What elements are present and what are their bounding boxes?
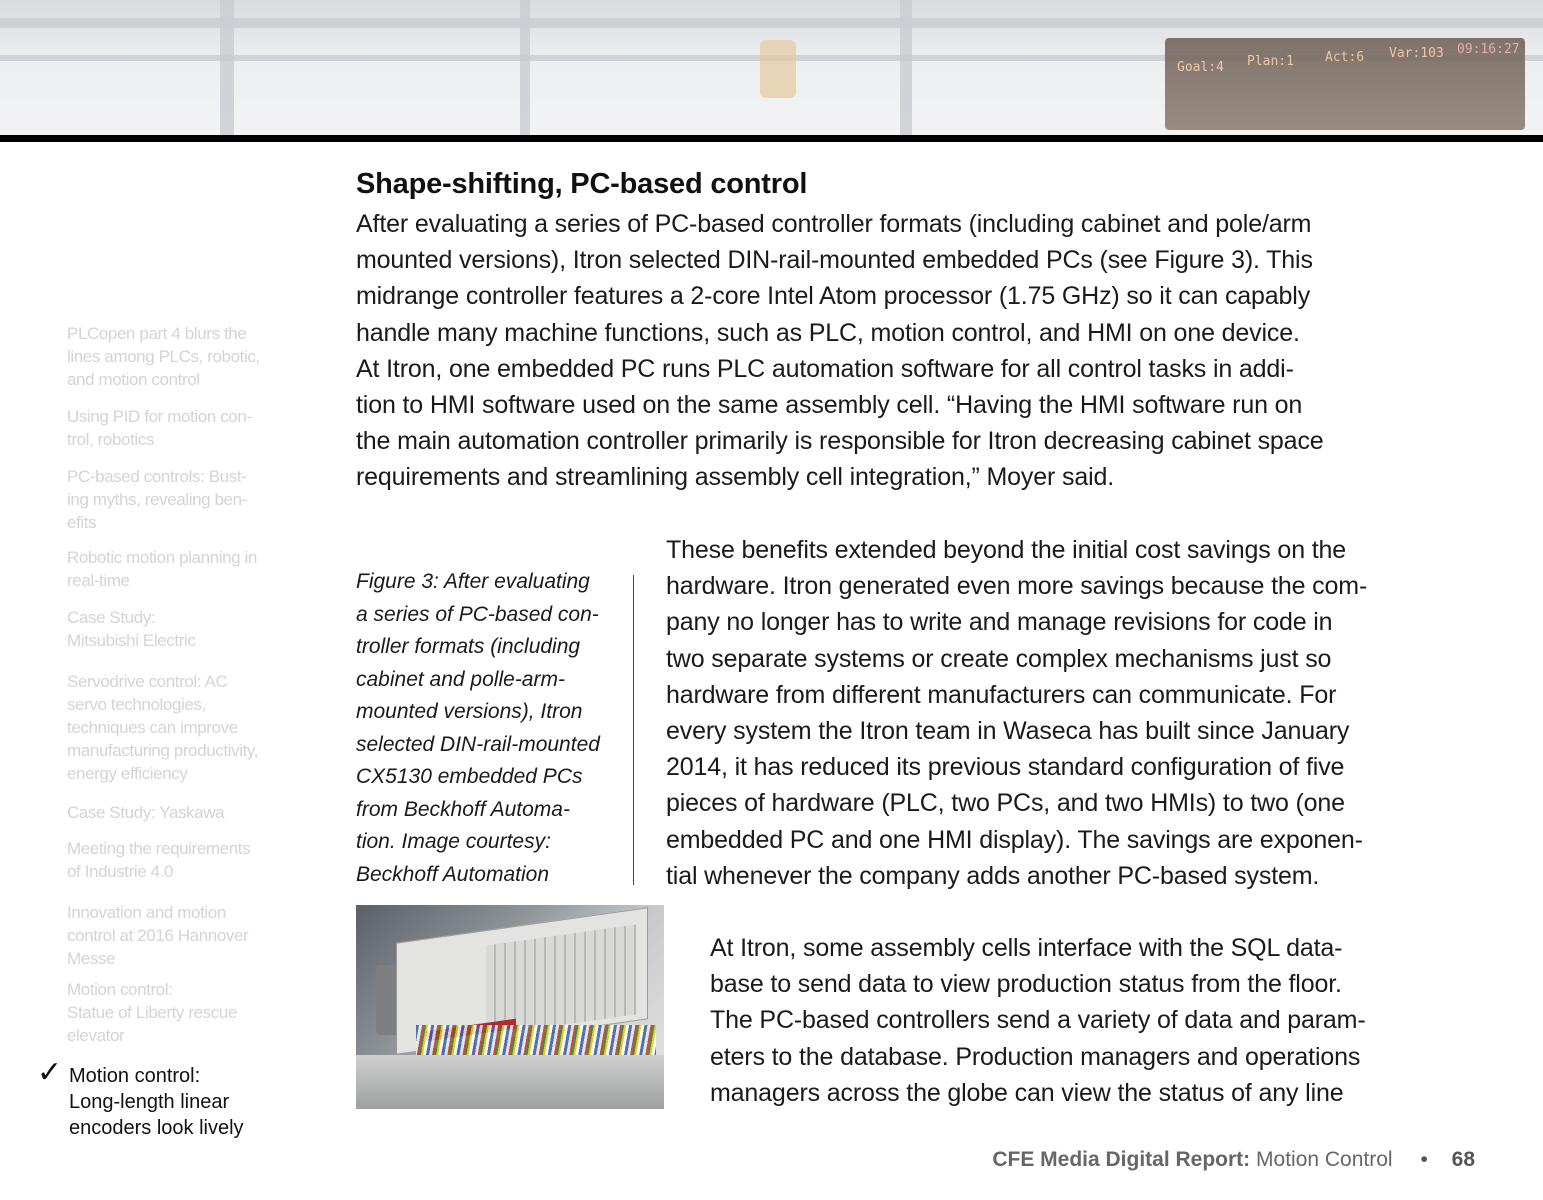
display-var: Var:103 bbox=[1389, 46, 1444, 61]
toc-item-yaskawa[interactable]: Case Study: Yaskawa bbox=[67, 803, 225, 822]
toc-item-plcopen[interactable]: PLCopen part 4 blurs the lines among PLCs, robotic, and motion control bbox=[67, 324, 260, 389]
display-clock: 09:16:27 bbox=[1457, 42, 1520, 57]
display-act: Act:6 bbox=[1325, 50, 1365, 65]
ceiling-beam bbox=[520, 0, 530, 135]
figure-3-photo bbox=[356, 905, 664, 1109]
overhead-lamp bbox=[760, 40, 796, 98]
toc-item-pc-based-controls[interactable]: PC-based controls: Bust- ing myths, revealing ben- efits bbox=[67, 467, 247, 532]
paragraph-1: After evaluating a series of PC-based controller formats (including cabinet and pole/arm mounted versions), Itron selected DIN-rail-mounted embedded PCs (see Figure 3). This midrange controller features a 2-core Intel Atom processor (1.75 GHz) so it can capably handle many machine functions, such as PLC, motion control, and HMI on one device. At Itron, one embedded PC runs PLC automation software for all control tasks in addi- tion to HMI software used on the same assembly cell. “Having the HMI software run on the main automation controller primarily is responsible for Itron decreasing cabinet space requirements and streamlining assembly cell integration,” Moyer said. bbox=[356, 210, 1324, 492]
footer-separator: • bbox=[1420, 1148, 1428, 1171]
page-footer bbox=[992, 1148, 1475, 1172]
toc-item-current[interactable]: Motion control: Long-length linear encoders look lively bbox=[69, 1065, 244, 1139]
figure-caption: Figure 3: After evaluating a series of PC-based con- troller formats (including cabinet and polle-arm- mounted versions), Itron selected DIN-rail-mounted CX5130 embedded PCs from Beckhoff Automa- tion. Image courtesy: Beckhoff Automation bbox=[356, 570, 600, 886]
ceiling-beam bbox=[220, 0, 234, 135]
footer-topic: Motion Control bbox=[1256, 1148, 1393, 1171]
toc-item-industrie-4[interactable]: Meeting the requirements of Industrie 4.0 bbox=[67, 839, 251, 881]
page-number: 68 bbox=[1451, 1148, 1475, 1171]
header-banner-image bbox=[0, 0, 1543, 135]
header-rule bbox=[0, 135, 1543, 142]
ceiling-beam bbox=[900, 0, 912, 135]
toc-item-servodrive[interactable]: Servodrive control: AC servo technologies, techniques can improve manufacturing productivity, energy efficiency bbox=[67, 672, 259, 783]
caption-divider bbox=[633, 575, 634, 885]
paragraph-3: At Itron, some assembly cells interface with the SQL data- base to send data to view production status from the floor. The PC-based controllers send a variety of data and param- eters to the database. Production managers and operations managers across the globe can view the status of any line bbox=[710, 934, 1366, 1107]
production-display-board bbox=[1165, 38, 1525, 130]
toc-item-hannover-messe[interactable]: Innovation and motion control at 2016 Hannover Messe bbox=[67, 903, 249, 968]
paragraph-2: These benefits extended beyond the initial cost savings on the hardware. Itron generated even more savings because the com- pany no longer has to write and manage revisions for code in two separate systems or create complex mechanisms just so hardware from different manufacturers can communicate. For every system the Itron team in Waseca has built since January 2014, it has reduced its previous standard configuration of five pieces of hardware (PLC, two PCs, and two HMIs) to two (one embedded PC and one HMI display). The savings are exponen- tial whenever the company adds another PC-based system. bbox=[666, 536, 1368, 890]
display-goal: Goal:4 bbox=[1177, 60, 1224, 75]
section-heading: Shape-shifting, PC-based control bbox=[356, 168, 808, 200]
toc-item-statue-of-liberty[interactable]: Motion control: Statue of Liberty rescue elevator bbox=[67, 980, 237, 1045]
toc-item-robotic-motion[interactable]: Robotic motion planning in real-time bbox=[67, 548, 257, 590]
display-plan: Plan:1 bbox=[1247, 54, 1294, 69]
toc-item-mitsubishi[interactable]: Case Study: Mitsubishi Electric bbox=[67, 608, 196, 650]
current-item-check-icon: ✓ bbox=[37, 1056, 63, 1089]
footer-brand: CFE Media Digital Report: bbox=[992, 1148, 1251, 1171]
toc-item-pid[interactable]: Using PID for motion con- trol, robotics bbox=[67, 407, 252, 449]
photo-cabinet-frame bbox=[356, 1055, 664, 1109]
